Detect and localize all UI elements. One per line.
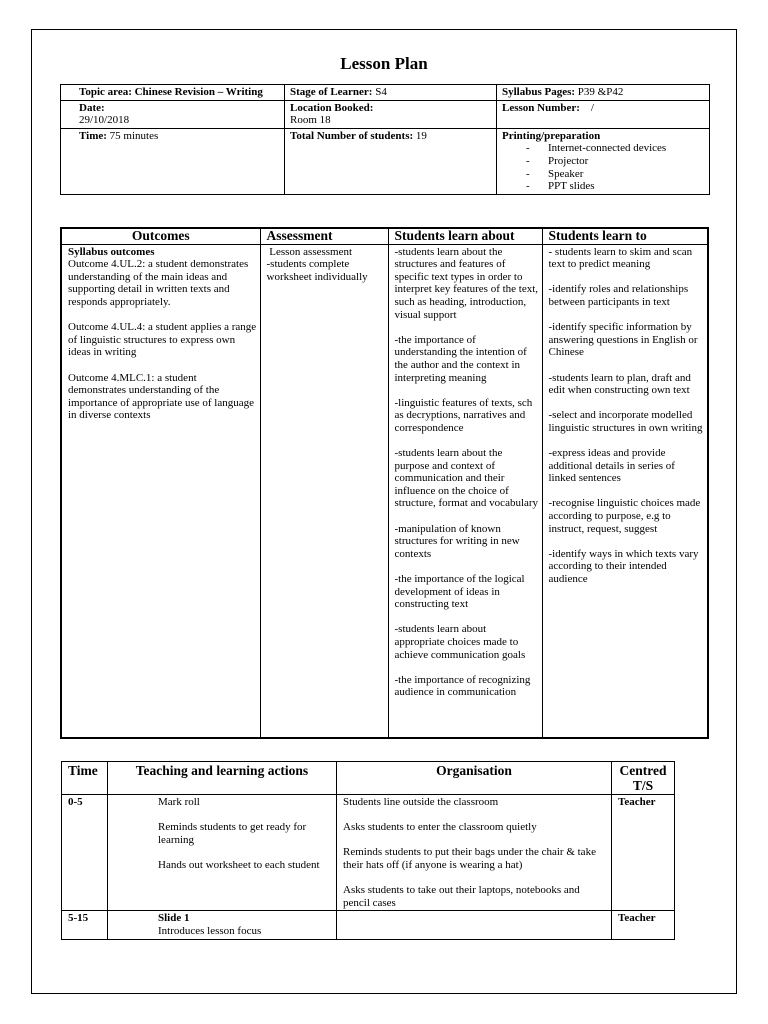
students-cell: [285, 128, 497, 194]
printing-list: [502, 142, 706, 192]
printing-cell: [497, 128, 710, 194]
learn-about-item: -students learn about the structures and features of specific text types in order to interpret key features of the text, such as heading, introduction, visual support: [394, 245, 539, 321]
syllabus-cell: [497, 85, 710, 101]
outcomes-heading: Syllabus outcomes: [68, 245, 155, 258]
header-centred: Centred T/S: [612, 762, 675, 795]
date-cell: [61, 100, 285, 128]
row-actions: [108, 795, 337, 911]
row-organisation: [337, 795, 612, 911]
header-time: Time: [62, 762, 108, 795]
schedule-table: [61, 761, 675, 940]
learn-to-item: -identify ways in which texts vary according to their intended audience: [548, 547, 699, 586]
topic-cell: [61, 85, 285, 101]
table-row: [62, 795, 675, 911]
outcome-item: Outcome 4.UL.4: a student applies a range of linguistic structures to express own ideas in writing: [68, 321, 257, 359]
printing-item: - Projector: [526, 155, 706, 168]
learn-about-cell: [388, 244, 542, 738]
assessment-title: Lesson assessment: [266, 245, 353, 258]
page-title: Lesson Plan: [340, 54, 428, 73]
learn-to-item: -students learn to plan, draft and edit when constructing own text: [548, 371, 691, 397]
learn-to-item: -identify specific information by answering questions in English or Chinese: [548, 321, 698, 359]
header-learn-about: Students learn about: [388, 228, 542, 244]
row-centred: Teacher: [612, 911, 675, 939]
learn-about-item: -the importance of understanding the intention of the author and the context in interpreting meaning: [394, 333, 527, 384]
action-item: Introduces lesson focus: [158, 924, 262, 937]
assessment-text: -students complete worksheet individually: [266, 258, 368, 283]
outcome-item: Outcome 4.UL.2: a student demonstrates understanding of the main ideas and supporting detail in written texts and responds appropriately.: [68, 258, 249, 308]
learn-to-item: - students learn to skim and scan text to predict meaning: [548, 245, 693, 271]
action-item: Hands out worksheet to each student: [158, 858, 320, 871]
date-value: 29/10/2018: [79, 114, 130, 127]
table-row: [62, 911, 675, 939]
organisation-item: Reminds students to put their bags under the chair & take their hats off (if anyone is wearing a hat): [343, 846, 596, 871]
time-cell: [61, 128, 285, 194]
header-actions: Teaching and learning actions: [108, 762, 337, 795]
row-time: 5-15: [62, 911, 108, 939]
location-cell: [285, 100, 497, 128]
stage-label: Stage of Learner:: [290, 86, 373, 98]
printing-item: - Speaker: [526, 168, 706, 181]
learn-to-item: -select and incorporate modelled linguistic structures in own writing: [548, 409, 703, 434]
location-value: Room 18: [290, 114, 331, 127]
students-value: 19: [415, 129, 427, 142]
outcomes-cell: [61, 244, 260, 738]
action-title: Slide 1: [158, 912, 190, 925]
lesson-number-cell: [497, 100, 710, 128]
learn-about-item: -the importance of recognizing audience in communication: [394, 673, 531, 699]
printing-label: Printing/preparation: [502, 129, 601, 142]
printing-item: - PPT slides: [526, 180, 706, 193]
lesson-info-table: [60, 84, 710, 195]
learn-about-item: -manipulation of known structures for writing in new contexts: [394, 522, 520, 560]
stage-value: S4: [375, 86, 387, 98]
learn-about-item: -students learn about appropriate choices made to achieve communication goals: [394, 623, 526, 661]
row-actions: [108, 911, 337, 939]
time-label: Time:: [79, 129, 107, 142]
students-label: Total Number of students:: [290, 129, 414, 142]
header-learn-to: Students learn to: [542, 228, 708, 244]
stage-cell: [285, 85, 497, 101]
time-value: 75 minutes: [109, 129, 159, 142]
lesson-number-label: Lesson Number:: [502, 101, 580, 114]
row-centred: Teacher: [612, 795, 675, 911]
header-organisation: Organisation: [337, 762, 612, 795]
row-organisation: [337, 911, 612, 939]
outcome-item: Outcome 4.MLC.1: a student demonstrates understanding of the importance of appropriate use of language in diverse contexts: [68, 371, 255, 422]
header-outcomes: Outcomes: [61, 228, 260, 244]
assessment-cell: [260, 244, 388, 738]
lesson-number-value: /: [590, 101, 594, 114]
row-time: 0-5: [62, 795, 108, 911]
learn-to-item: -identify roles and relationships between participants in text: [548, 283, 689, 308]
organisation-item: Students line outside the classroom: [343, 796, 499, 808]
learn-to-item: -recognise linguistic choices made according to purpose, e.g to instruct, request, suggest: [548, 497, 701, 535]
printing-item: - Internet-connected devices: [526, 142, 706, 155]
learn-to-item: -express ideas and provide additional details in series of linked sentences: [548, 447, 675, 485]
action-item: Mark roll: [158, 796, 200, 808]
header-assessment: Assessment: [260, 228, 388, 244]
organisation-item: Asks students to enter the classroom quietly: [343, 821, 537, 834]
action-item: Reminds students to get ready for learning: [158, 821, 307, 846]
organisation-item: Asks students to take out their laptops, notebooks and pencil cases: [343, 884, 580, 909]
location-label: Location Booked:: [290, 101, 374, 114]
learn-about-item: -the importance of the logical development of ideas in constructing text: [394, 573, 525, 611]
syllabus-value: P39 &P42: [577, 86, 624, 98]
date-label: Date:: [79, 101, 105, 114]
learn-about-item: -linguistic features of texts, sch as decryptions, narratives and correspondence: [394, 396, 533, 434]
syllabus-label: Syllabus Pages:: [502, 86, 576, 98]
learn-to-cell: [542, 244, 708, 738]
learn-about-item: -students learn about the purpose and context of communication and their influence on the choice of structure, format and vocabulary: [394, 447, 539, 510]
topic-label: Topic area: Chinese Revision – Writing: [79, 86, 263, 98]
outcomes-table: [60, 227, 709, 739]
